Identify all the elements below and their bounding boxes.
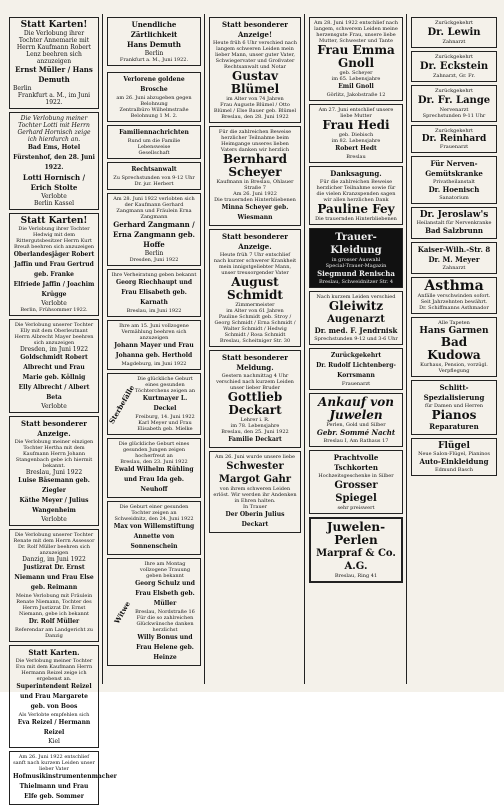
ad-name: Hans Garmen	[419, 326, 489, 336]
ad-family-notices	[107, 125, 201, 159]
ad-doctor-3	[411, 85, 497, 122]
ad-kudowa	[411, 317, 497, 377]
ad-mirror	[309, 450, 403, 514]
ad-returned-doctor	[309, 348, 403, 390]
column-1	[6, 14, 117, 800]
ad-date: im 82. Lebensjahre	[331, 138, 381, 144]
ad-name: Lebensweise	[137, 144, 171, 150]
ad-body: Für die zahlreichen Beweise herzlicher Teilnahme beim Heimgange unseres lieben Vaters danken wir herzlich	[218, 129, 292, 153]
ad-body: Die Verlobung ihrer Tochter Hedwig mit dem Rittergutsbesitzer Herrn Kurt Breuß beehren sich anzuzeigen	[13, 226, 95, 250]
obituary-4	[209, 350, 301, 448]
ad-sub: Reparaturen	[429, 422, 479, 431]
ad-name-2: Dr. Rolf Müller	[28, 618, 80, 625]
ad-body: in grosser Auswahl	[331, 257, 381, 263]
ad-name: Dr. M. Meyer	[428, 255, 480, 264]
ad-body: Ihre am Montag vollzogene Trauung geben bekannt	[139, 561, 191, 579]
ad-sub: Zahnarzt, Gr. Fr.	[432, 73, 475, 79]
ad-name: Pianos	[431, 408, 477, 422]
ad-name: Frau Hedi	[322, 118, 390, 132]
ad-dentist	[411, 242, 497, 274]
ad-sub: Nervenarzt	[439, 107, 469, 113]
ad-location: Kiel	[48, 738, 60, 745]
ad-body: Hochzeitsgeschenke in Silber	[318, 473, 394, 479]
ad-body: Die Geburt einer gesunden Tochter zeigen an	[119, 504, 189, 516]
ad-role: Verlobte	[41, 516, 67, 523]
ad-couple: Käthe Meyer / Julius Wangenheim	[19, 497, 89, 514]
ad-name: Bernhard Scheyer	[222, 152, 288, 179]
ad-body: Am 26. Juni 1922 entschlief sanft nach kurzem Leiden unser lieber Vater	[13, 754, 95, 772]
ad-asthma	[411, 277, 497, 314]
ad-body: am 26. Juni abzugeben gegen Belohnung	[116, 95, 192, 107]
ad-couple: Max von Willemstiftung	[113, 523, 195, 530]
ad-address: Sprechstunden 9-12 und 3-6 Uhr	[314, 336, 398, 342]
ad-location: Breslau, den 25. Juni 1922	[221, 429, 289, 435]
ad-title: Verlorene goldene Brosche	[123, 76, 185, 93]
ad-date: Breslau, im Juni 1922	[126, 308, 182, 314]
ad-body-2: Für die so zahlreichen Glückwünsche danken herzlichst	[136, 615, 194, 633]
ad-body: Die Verlobung meiner Tochter Eva mit dem Kaufmann Herrn Hermann Reizel zeige ich ergebenst an.	[15, 658, 93, 682]
ad-role: Verlobte	[41, 300, 67, 307]
ad-body: Am 28. Juni 1922 verlobten sich der Kaufmann Gerhard Zangmann und Fräulein Erna Zangmann	[113, 196, 195, 220]
ad-title: Zurückgekehrt	[435, 88, 473, 94]
ad-title: Familiennachrichten	[119, 129, 189, 136]
ad-lawyer	[107, 162, 201, 190]
ad-lost-brooch	[107, 72, 201, 122]
ad-body: Die Verlobung ihrer Tochter Annemarie mit Herrn Kaufmann Robert Lenz beehren sich anzuzeigen	[16, 30, 92, 65]
thanks-col4-3	[309, 166, 403, 225]
ad-body-2: Karl Meyer und Frau Elisabeth geb. Mielke	[137, 420, 193, 432]
ad-doctor: Dr. med. F. Jendrnisk	[314, 326, 398, 335]
ad-name: Gustav Blümel	[230, 69, 280, 96]
ad-role-2: Referendar am Landgericht zu Danzig	[15, 627, 93, 639]
ad-address: Breslau, Schweidnitzer Str. 4	[318, 279, 394, 285]
ad-sub: Zahnarzt	[442, 265, 466, 271]
ad-date: Frankfurt a. M., im Juni 1922.	[17, 92, 91, 106]
ad-sub: Gesellschaft	[138, 150, 170, 156]
ad-signature: Familie Deckart	[228, 436, 282, 443]
ad-sub: sehr preiswert	[337, 505, 375, 511]
ad-body: Am 26. Juni wurde unsere liebe	[215, 454, 295, 460]
ad-location: Berlin	[144, 250, 164, 257]
ad-body-2: Als Verlobte empfehlen sich	[18, 712, 90, 718]
ad-name: Pauline Fey	[317, 202, 395, 216]
ad-marriage-6	[107, 269, 201, 317]
ad-engagement-col2-5	[107, 193, 201, 266]
ad-title: Rechtsanwalt	[131, 166, 177, 173]
ad-title: Kaiser-Wilh.-Str. 8	[417, 245, 491, 254]
ad-sub: Augenarzt	[327, 314, 385, 325]
ad-date: Berlin, Frühsommer 1922.	[20, 307, 88, 313]
ad-title: Für Nerven-Gemütskranke	[425, 159, 483, 178]
ad-body: Die glückliche Geburt eines gesunden Jungen zeigen hocherfreut an	[118, 441, 190, 459]
ad-side-label: Sterbefälle	[107, 383, 137, 425]
ad-title: Danksagung.	[330, 169, 382, 178]
ad-couple: Johann Mayer und Frau Johanna geb. Herthold	[114, 342, 194, 359]
ad-name: Dr. Hoenisch	[428, 185, 480, 194]
ad-names: Oberlandesjäger Robert Jaffin und Frau Gertrud geb. Franke	[13, 251, 95, 278]
ad-name: Luise Bäsemann geb. Ziegler	[18, 477, 90, 494]
ad-couple: Georg Riechhaupt und Frau Elisabeth geb. Karnath	[115, 279, 193, 306]
ad-sub: Perlen, Gold und Silber	[326, 422, 386, 428]
column-5	[408, 14, 500, 684]
obituary-3	[209, 229, 301, 347]
ad-title: Ankauf von Juwelen	[318, 395, 394, 422]
ad-name: Auto-Einkleidung	[419, 457, 489, 466]
ad-sub: Hans Demuth	[127, 40, 181, 49]
ad-name: Bad Salzbrunn	[425, 226, 483, 235]
ad-names: Goldschmidt Robert Albrecht und Frau Marie geb. Köllnig	[20, 354, 88, 381]
ad-nerve-clinic	[411, 156, 497, 204]
column-4	[306, 14, 407, 684]
ad-signature: Emil Gnoll	[338, 83, 374, 90]
ad-body: Heilanstalt für Nervenkranke	[416, 220, 492, 226]
ad-body: Für die zahlreichen Beweise herzlicher Teilnahme sowie für die vielen Kranzspenden sagen wir allen herzlichen Dank	[316, 179, 396, 203]
ad-title: Statt Karten!	[20, 20, 88, 30]
ad-body: Am 27. Juni entschlief unsere liebe Mutter	[318, 107, 394, 119]
ad-address: Breslau I, Am Rathaus 17	[323, 438, 389, 444]
ad-body: Nach kurzem Leiden verschied	[316, 294, 396, 300]
ad-location: Görlitz, Jakobstraße 12	[326, 92, 386, 98]
ad-pianos	[411, 380, 497, 435]
ad-engagement-3	[9, 213, 99, 316]
ad-name: Marpraf & Co. A.G.	[316, 548, 396, 572]
ad-couple: Kurtmayer L. Deckel	[142, 395, 188, 412]
ad-place: Bad Ems, Hotel Fürstenhof, den 28. Juni 1922.	[13, 144, 95, 171]
ad-body: Am 28. Juni 1922 entschlief nach langem, schwerem Leiden meine herzensgute Frau, unsere liebe Mutter, Schwester und Tante	[313, 20, 399, 44]
ad-name: Dr. Reinhard	[421, 134, 487, 144]
ad-title: Flügel	[438, 441, 470, 451]
ad-name: August Schmidt	[227, 275, 283, 302]
ad-sub: Frauenarzt	[439, 144, 469, 150]
ad-body: Anfälle verschwinden sofort. Seit Jahrzehnten bewährt.	[417, 293, 491, 305]
ad-role: Verlobte	[41, 403, 67, 410]
ad-side-label: Witwe	[112, 599, 132, 625]
ad-name: Dr. Fr. Lange	[417, 95, 491, 106]
column-2	[104, 14, 205, 684]
ad-names: Justizrat Dr. Ernst Niemann und Frau Else geb. Reimann	[14, 564, 94, 591]
ad-date: Magdeburg, im Juni 1922	[121, 361, 187, 367]
ad-body: Die Verlobung unserer Tochter Renate mit dem Herrn Assessor Dr. Rolf Müller beehren sich anzuzeigen	[13, 532, 95, 556]
ad-birth-10	[107, 501, 201, 555]
ad-name: Frau Emma Gnoll	[317, 43, 395, 70]
ad-name: Gebr. Sommé Nacht	[316, 428, 396, 437]
ad-engagement-6	[9, 529, 99, 642]
ad-name: Gleiwitz	[328, 299, 384, 313]
ad-title: Statt besonderer Anzeige!	[222, 20, 288, 39]
ad-name: Schwester Margot Gahr	[218, 461, 292, 485]
ad-name: Annette von Sonnenschein	[130, 533, 178, 550]
ad-couple: Eva Reizel / Hermann Reizel	[17, 719, 91, 736]
ad-engagement-1	[9, 17, 99, 109]
ad-body: Rund um die Familie	[127, 138, 181, 144]
ad-engagement-5	[9, 416, 99, 526]
ad-body: Die Verlobung unserer Tochter Elly mit dem Oberleutnant Herrn Albrecht Mayer beehren sich anzuzeigen	[14, 322, 94, 346]
ad-role: Rechtsanwalt und Notar	[224, 64, 286, 70]
ad-title: Statt Karten!	[20, 216, 88, 226]
ad-marriage-7	[107, 320, 201, 370]
ad-body: Privatheilanstalt	[433, 179, 475, 185]
ad-sub: Special-Trauer-Magazin	[325, 263, 387, 269]
ad-body: Die Verlobung meiner einzigen Tochter Hertha mit dem Kaufmann Herrn Johann Stangenbach gebe ich hiermit bekannt.	[14, 439, 94, 469]
ad-age: im Alter von 74 Jahren	[226, 96, 284, 102]
ad-date: Breslau, den 23. Juni 1922	[120, 459, 188, 465]
ad-signature: Robert Hedt	[335, 145, 377, 152]
ad-notice-8	[9, 751, 117, 805]
ad-title: Zurückgekehrt	[435, 20, 473, 26]
ad-title: Statt Karten.	[28, 648, 80, 657]
ad-name: Gottlieb Deckart	[227, 390, 283, 417]
ad-body: Die Verlobung meiner Tochter Lotti mit Herrn Gerhard Hornisch zeige ich hierdurch an.	[17, 115, 91, 143]
ad-doctor-2	[411, 51, 497, 82]
ad-names: Ernst Müller / Hans Demuth	[15, 65, 93, 84]
ad-name: Grosser Spiegel	[334, 480, 378, 504]
ad-date: im 65. Lebensjahre	[331, 76, 381, 82]
ad-jewel-purchase	[309, 393, 403, 447]
ad-names: Minna Scheyer geb. Wiesmann	[221, 204, 289, 221]
ad-couple: Elfriede Jaffin / Joachim Krügge	[13, 281, 95, 298]
ad-title: Asthma	[424, 278, 484, 294]
ad-body: Kurhaus, Pension, vorzügl. Verpflegung	[420, 362, 488, 374]
ad-name: Dr. jur. Herbert	[134, 181, 174, 187]
ad-eye-doctor	[309, 291, 403, 345]
ad-birth-8	[107, 373, 201, 435]
ad-date: Dresden, im Juni 1922	[19, 346, 89, 353]
ad-body-2: geb. Diebisch	[338, 132, 374, 138]
ad-signature: Die trauernden Hinterbliebenen	[315, 216, 397, 222]
ad-body: Sprechstunden 9-11 Uhr	[422, 113, 486, 119]
ad-date: Breslau, Nordstraße 16	[135, 609, 195, 615]
ad-date: Danzig, im Juni 1922	[22, 556, 86, 563]
ad-body: Gestern nachmittag 4 Uhr verschied nach kurzem Leiden unser lieber Bruder	[216, 373, 294, 391]
ad-body: Neue Salon-Flügel, Pianinos	[418, 451, 490, 457]
ad-title: Alle Tapeten	[438, 320, 470, 326]
ad-name: Dr. Schiffmanns Asthmador	[419, 305, 489, 311]
ad-date: Am 26. Juni 1922	[233, 191, 277, 197]
ad-doctor-4	[411, 125, 497, 153]
ad-name: Dr. Rudolf Lichtenberg-Korrsmann	[316, 362, 396, 379]
ad-engagement-2	[9, 112, 99, 210]
ad-couple: Georg Schulz und Frau Elsbeth geb. Müller	[135, 580, 195, 607]
ad-sub: Frauenarzt	[341, 381, 371, 387]
ad-body: für Damen und Herren	[424, 403, 484, 409]
ad-mourners: Frau Auguste Blümel / Otto Blümel / Else Bauer geb. Blümel	[213, 102, 297, 114]
ad-sub: Zahnarzt	[442, 39, 466, 45]
ad-title: Prachtvolle Tschkorten	[333, 453, 379, 472]
ad-price: Belohnung 1 M. 2.	[130, 113, 178, 119]
ad-name: Zentralbüro Wilhelmstraße	[119, 107, 189, 113]
ad-body: Zu Sprechstunden von 9-12 Uhr	[113, 175, 195, 181]
ad-signature: Die trauernden Hinterbliebenen	[214, 197, 296, 203]
ad-mourners: Pauline Schmidt geb. Stroy / Georg Schmidt / Erna Schmidt / Walter Schmidt / Hedwig Schmidt / Rosa Schmidt	[214, 314, 296, 338]
ad-jeroslaw	[411, 207, 497, 239]
ad-title: Statt besonderer Meldung.	[222, 353, 288, 372]
ad-location: Breslau	[346, 154, 366, 160]
ad-title: Unendliche Zärtlichkeit	[130, 20, 178, 39]
ad-name: Siegmund Renischa	[317, 269, 395, 278]
column-3	[206, 14, 305, 684]
ad-body-2: von ihrem schweren Leiden erlöst. Wir werden ihr Andenken in Ehren halten.	[213, 486, 297, 504]
obituary-col4-1	[309, 17, 403, 101]
obituary-5	[209, 451, 301, 533]
ad-names: Lotti Hornisch / Erich Stolte	[22, 173, 86, 192]
ad-mourning-clothes	[309, 228, 403, 288]
ad-date: Breslau, Juni 1922	[25, 469, 83, 476]
ad-date: Breslau, den 28. Juni 1922	[221, 114, 289, 120]
ad-sub: Lehrer i. R.	[240, 417, 270, 423]
obituary-2	[209, 126, 301, 226]
ad-role: Verlobte	[41, 193, 67, 200]
ad-title: Statt besonderer Anzeige.	[21, 419, 87, 438]
ad-date: Dresden, Juni 1922	[129, 257, 179, 263]
ad-sub: Edmund Basch	[434, 467, 474, 473]
ad-date: Freiburg, 14. Juni 1922	[135, 414, 195, 420]
ad-date: Schweidnitz, den 24. Juni 1922	[114, 516, 194, 522]
ad-location: Breslau, Scheitniger Str. 30	[219, 338, 291, 344]
ad-announcement-1	[107, 17, 201, 66]
obituary-1	[209, 17, 301, 123]
ad-sub: Sanatorium	[439, 195, 469, 201]
ad-sub: geb. Scheyer	[339, 70, 373, 76]
ad-body: Heute früh 7 Uhr entschlief nach kurzer schwerer Krankheit mein innigstgeliebter Mann, unser treusorgender Vater	[213, 252, 297, 276]
ad-body-2: Kaufmann in Breslau, Ohlauer Straße 7	[216, 179, 294, 191]
ad-cities: Berlin Kassel	[33, 200, 75, 207]
ad-name: Dr. Lewin	[427, 27, 481, 38]
ad-body: Heute früh 6 Uhr verschied nach langem schweren Leiden mein lieber Mann, unser guter Vater, Schwiegervater und Großvater	[213, 40, 297, 64]
ad-role: Berlin	[144, 50, 164, 57]
ad-title: Zurückgekehrt	[435, 128, 473, 134]
obituary-col4-2	[309, 104, 403, 163]
ad-body: Ihre am 15. Juni vollzogene Vermählung beehren sich anzuzeigen	[119, 323, 189, 341]
ad-date: im Alter von 61 Jahren	[226, 308, 284, 314]
ad-body: Die glückliche Geburt eines gesunden Töchterchens zeigen an	[134, 376, 196, 394]
ad-body-2: Meine Verlobung mit Fräulein Renate Niemann, Tochter des Herrn Justizrat Dr. Ernst Niemann, gebe ich bekannt	[15, 593, 93, 617]
ad-address: Breslau, Ring 41	[334, 573, 378, 579]
ad-birth-9	[107, 438, 201, 498]
ad-engagement-7	[9, 645, 99, 748]
ad-couple: Elly Albrecht / Albert Beta	[18, 384, 90, 401]
ad-names: Hofmusikinstrumentenmacher Thielmann und Frau Elfe geb. Sommer	[13, 773, 117, 800]
ad-couple: Ewald Wilhelm Rühling und Frau Ida geb. Neuhoff	[114, 466, 194, 493]
ad-grand-piano	[411, 438, 497, 476]
ad-title: Dr. Jeroslaw's	[419, 210, 489, 220]
ad-names: Willy Bonus und Frau Helene geb. Heinze	[136, 634, 194, 661]
ad-body: Ihre Verheiratung geben bekannt	[111, 272, 197, 278]
ad-sub: Bad Kudowa	[427, 335, 481, 362]
ad-doctor-1	[411, 17, 497, 48]
ad-body: Frankfurt a. M., Juni 1922.	[119, 57, 189, 63]
ad-signature: In Trauer	[242, 504, 268, 510]
ad-date: im 78. Lebensjahre	[230, 423, 280, 429]
ad-wedding-11	[107, 558, 201, 666]
ad-jewels-pearls	[309, 517, 403, 583]
ad-title: Zurückgekehrt	[435, 54, 473, 60]
ad-title: Trauer-Kleidung	[330, 232, 382, 256]
ad-couple: Gerhard Zangmann / Erna Zangmann geb. Hoffe	[113, 220, 195, 249]
ad-names: Der Oberin Julius Deckart	[225, 511, 285, 528]
ad-engagement-4	[9, 319, 99, 413]
ad-names: Superintendent Reizel und Frau Margarete geb. von Boos	[16, 683, 92, 710]
ad-title: Zurückgekehrt	[330, 352, 382, 359]
ad-name: Dr. Eckstein	[419, 61, 489, 72]
ad-location: Berlin	[13, 85, 32, 92]
ad-title: Juwelen-Perlen	[326, 520, 386, 547]
ad-title: Statt besonderer Anzeige.	[222, 232, 288, 251]
ad-title: Schlitt-Spezialisierung	[423, 383, 485, 402]
ad-sub: Zimmermeister	[235, 302, 275, 308]
